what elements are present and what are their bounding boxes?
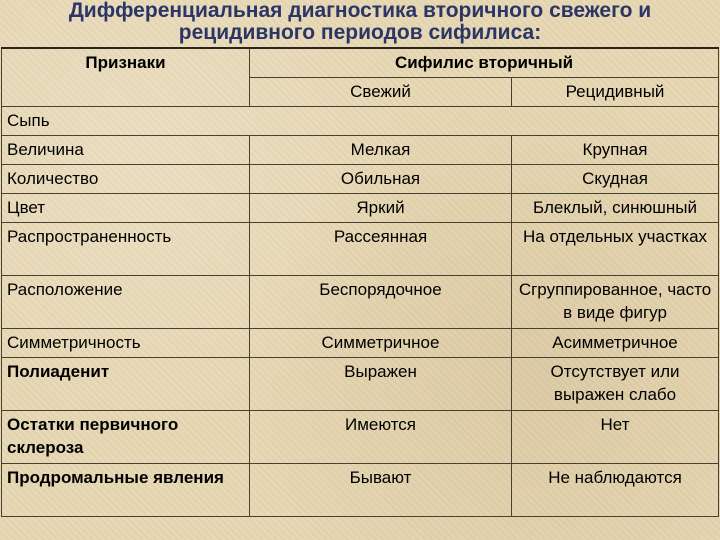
row-recurrent: Крупная [512, 136, 719, 165]
row-sign: Цвет [2, 194, 250, 223]
table-row [2, 194, 719, 223]
table-row [2, 276, 719, 329]
row-sign: Количество [2, 165, 250, 194]
row-recurrent: Блеклый, синюшный [512, 194, 719, 223]
row-fresh: Выражен [250, 358, 512, 411]
diagnosis-table [1, 47, 719, 517]
table-row [2, 411, 719, 464]
row-fresh: Симметричное [250, 329, 512, 358]
title-line-1: Дифференциальная диагностика вторичного свежего и [68, 0, 652, 22]
row-recurrent: Асимметричное [512, 329, 719, 358]
header-row-1 [2, 48, 719, 78]
row-sign: Полиаденит [2, 358, 250, 411]
row-fresh: Обильная [250, 165, 512, 194]
header-secondary-syphilis: Сифилис вторичный [250, 48, 719, 78]
row-sign: Симметричность [2, 329, 250, 358]
row-fresh: Рассеянная [250, 223, 512, 276]
table-row [2, 165, 719, 194]
section-rash: Сыпь [2, 107, 719, 136]
table-row [2, 464, 719, 517]
row-recurrent: Не наблюдаются [512, 464, 719, 517]
row-sign: Продромальные явления [2, 464, 250, 517]
row-fresh: Бывают [250, 464, 512, 517]
title-line-2: рецидивного периодов сифилиса: [178, 21, 542, 44]
table-row [2, 329, 719, 358]
table-row [2, 358, 719, 411]
header-fresh: Свежий [250, 78, 512, 107]
table-row [2, 136, 719, 165]
row-sign: Остатки первичного склероза [2, 411, 250, 464]
header-recurrent: Рецидивный [512, 78, 719, 107]
page-title [0, 0, 720, 44]
row-recurrent: Скудная [512, 165, 719, 194]
row-sign: Расположение [2, 276, 250, 329]
section-row [2, 107, 719, 136]
row-sign: Распространенность [2, 223, 250, 276]
row-fresh: Мелкая [250, 136, 512, 165]
table-row [2, 223, 719, 276]
row-fresh: Беспорядочное [250, 276, 512, 329]
header-signs: Признаки [2, 48, 250, 107]
row-fresh: Яркий [250, 194, 512, 223]
row-fresh: Имеются [250, 411, 512, 464]
row-recurrent: Отсутствует или выражен слабо [512, 358, 719, 411]
row-recurrent: На отдельных участках [512, 223, 719, 276]
row-recurrent: Нет [512, 411, 719, 464]
row-recurrent: Сгруппированное, часто в виде фигур [512, 276, 719, 329]
row-sign: Величина [2, 136, 250, 165]
